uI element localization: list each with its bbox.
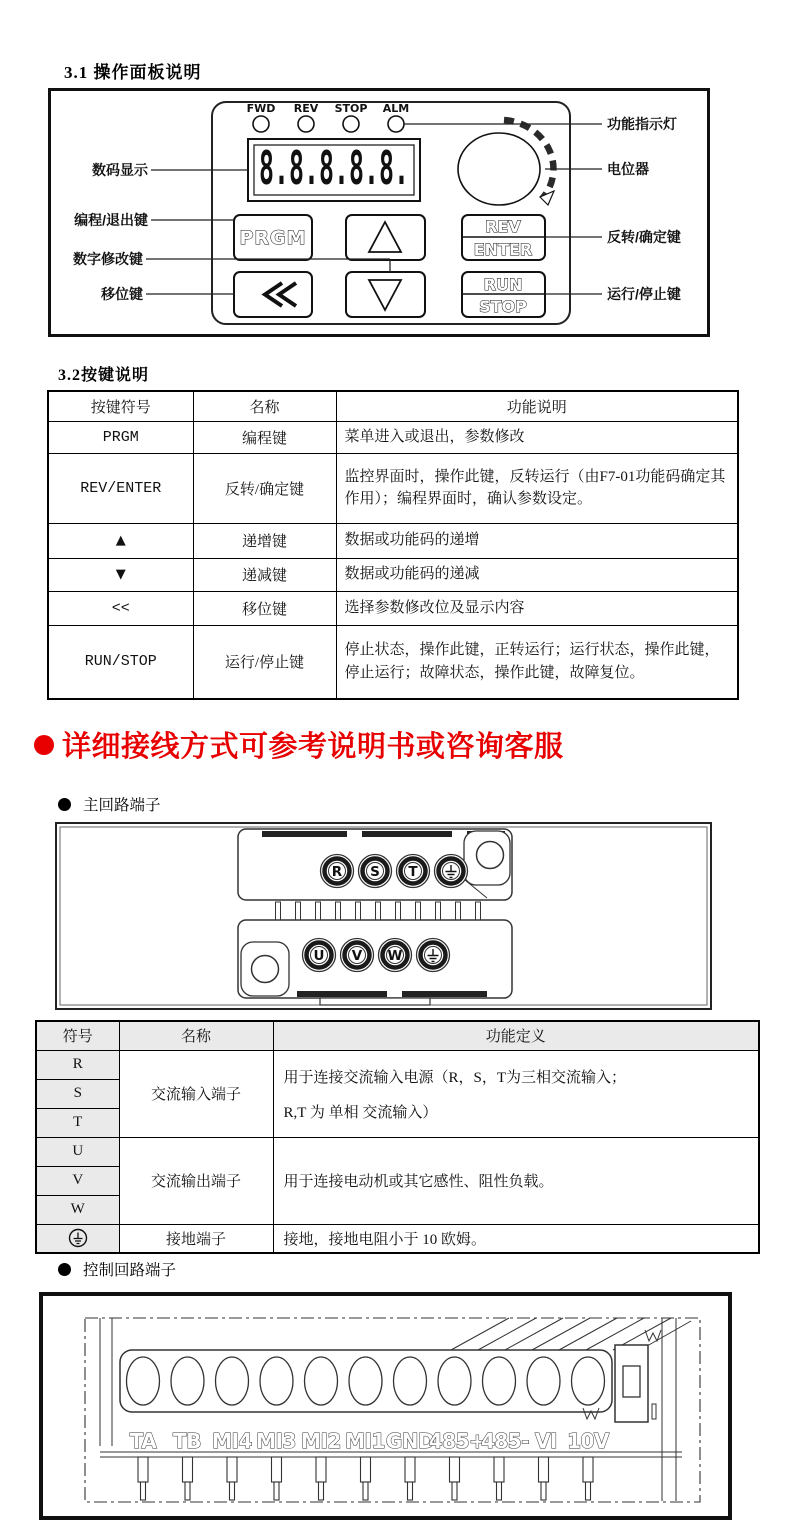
key-name: 编程键	[193, 421, 336, 453]
enter-button-label: ENTER	[473, 240, 533, 259]
key-symbol-up-icon: ▲	[48, 523, 193, 558]
table-row	[36, 1050, 759, 1079]
key-symbol: <<	[48, 591, 193, 625]
alm-led-icon	[388, 116, 404, 132]
callout-program-exit-key: 编程/退出键	[74, 212, 148, 228]
terminal-label-ta: TA	[129, 1429, 157, 1453]
led-label-rev: REV	[293, 102, 319, 115]
ground-symbol-cell	[36, 1224, 119, 1253]
terminal-label-mi4: MI4	[212, 1429, 252, 1453]
terminal-desc: 用于连接电动机或其它感性、阻性负载。	[273, 1137, 759, 1224]
terminal-v	[341, 939, 374, 972]
led-label-fwd: FWD	[246, 102, 276, 115]
terminal-letter: U	[313, 948, 325, 964]
terminal-symbol: W	[36, 1195, 119, 1224]
terminal-symbol: V	[36, 1166, 119, 1195]
fwd-led-icon	[253, 116, 269, 132]
mount-hole-icon	[252, 956, 279, 983]
bullet-icon	[58, 1263, 71, 1276]
digital-display	[248, 139, 420, 201]
mount-hole-icon	[477, 842, 504, 869]
terminal-r	[321, 855, 354, 888]
terminal-symbol: U	[36, 1137, 119, 1166]
prgm-button	[234, 215, 312, 260]
callout-run-stop-key: 运行/停止键	[607, 286, 681, 302]
col-header-function: 功能说明	[336, 391, 738, 421]
callout-potentiometer: 电位器	[607, 161, 649, 177]
callout-shift-key: 移位键	[101, 286, 143, 302]
table-header-row	[36, 1021, 759, 1050]
key-symbol: REV/ENTER	[48, 453, 193, 523]
key-name: 递减键	[193, 558, 336, 591]
table-row	[48, 421, 738, 453]
terminal-symbol: S	[36, 1079, 119, 1108]
terminal-w	[379, 939, 412, 972]
control-circuit-title: 控制回路端子	[83, 1262, 177, 1279]
table-row	[48, 591, 738, 625]
table-row	[48, 625, 738, 699]
desc-line: R,T 为 单相 交流输入）	[283, 1104, 438, 1121]
shift-button	[234, 272, 312, 317]
terminal-s	[359, 855, 392, 888]
red-bullet-icon	[34, 735, 54, 755]
terminal-letter: V	[351, 948, 363, 964]
led-label-stop: STOP	[334, 102, 368, 115]
terminal-name: 交流输入端子	[119, 1050, 273, 1137]
table-row	[48, 453, 738, 523]
ground-terminal-top-icon	[435, 855, 468, 888]
rev-led-icon	[298, 116, 314, 132]
terminal-label-mi2: MI2	[301, 1429, 341, 1453]
ground-icon	[68, 1228, 88, 1248]
col-header-name: 名称	[193, 391, 336, 421]
callout-rev-confirm-key: 反转/确定键	[607, 229, 681, 245]
terminal-desc: 接地，接地电阻小于 10 欧姆。	[273, 1224, 759, 1253]
col-header-function: 功能定义	[273, 1021, 759, 1050]
seven-segment-digits: 8.8.8.8.8.	[259, 141, 409, 195]
terminal-label-mi3: MI3	[256, 1429, 296, 1453]
prgm-button-label: PRGM	[239, 227, 307, 249]
terminal-letter: W	[387, 948, 403, 964]
table-row	[36, 1224, 759, 1253]
main-circuit-title: 主回路端子	[83, 797, 161, 814]
key-desc: 监控界面时，操作此键，反转运行（由F7-01功能码确定其作用）；编程界面时，确认参数设定。	[336, 453, 738, 523]
output-terminal-block	[238, 902, 512, 1005]
ground-terminal-bottom-icon	[417, 939, 450, 972]
control-circuit-drawing	[43, 1296, 728, 1516]
terminal-letter: T	[408, 864, 418, 880]
key-name: 运行/停止键	[193, 625, 336, 699]
desc-line: 用于连接交流输入电源（R，S，T为三相交流输入；	[283, 1069, 627, 1086]
pin-comb	[276, 902, 481, 920]
operation-panel-drawing	[51, 91, 707, 334]
input-terminal-block	[238, 829, 512, 900]
key-name: 反转/确定键	[193, 453, 336, 523]
terminal-holes	[127, 1357, 605, 1405]
led-indicators	[247, 102, 410, 132]
run-stop-button	[462, 272, 545, 317]
terminal-label-mi1: MI1	[345, 1429, 385, 1453]
key-name: 递增键	[193, 523, 336, 558]
table-row	[36, 1137, 759, 1166]
callout-function-indicator: 功能指示灯	[607, 116, 677, 132]
terminal-symbol: T	[36, 1108, 119, 1137]
key-name: 移位键	[193, 591, 336, 625]
main-circuit-drawing	[57, 824, 710, 1008]
section-3-2-title: 3.2按键说明	[58, 367, 150, 384]
terminal-letter: R	[331, 864, 343, 880]
left-frame-lines	[100, 1318, 112, 1446]
run-button-label: RUN	[483, 275, 523, 294]
terminal-name: 接地端子	[119, 1224, 273, 1253]
bullet-icon	[58, 798, 71, 811]
terminal-label-485p: 485+	[428, 1429, 486, 1453]
terminal-symbol: R	[36, 1050, 119, 1079]
callout-digital-display: 数码显示	[92, 162, 148, 178]
terminal-label-10v: 10V	[567, 1429, 609, 1453]
down-arrow-button	[346, 272, 425, 317]
stop-button-label: STOP	[479, 297, 527, 316]
key-desc: 选择参数修改位及显示内容	[336, 591, 738, 625]
key-symbol-down-icon: ▼	[48, 558, 193, 591]
solder-pins	[138, 1457, 593, 1500]
hatch-lines	[451, 1318, 691, 1350]
terminal-label-tb: TB	[173, 1429, 201, 1453]
terminal-labels	[130, 1429, 610, 1453]
key-symbol: RUN/STOP	[48, 625, 193, 699]
rev-button-label: REV	[485, 217, 521, 236]
led-label-alm: ALM	[382, 102, 410, 115]
potentiometer-knob-icon	[458, 120, 554, 205]
table-row	[48, 523, 738, 558]
key-symbol: PRGM	[48, 421, 193, 453]
control-circuit-figure	[39, 1292, 732, 1520]
terminal-label-485n: 485-	[480, 1429, 530, 1453]
rev-enter-button	[462, 215, 545, 260]
terminal-desc	[273, 1050, 759, 1137]
terminal-t	[397, 855, 430, 888]
terminal-label-gnd: GND	[385, 1429, 435, 1453]
key-desc: 数据或功能码的递增	[336, 523, 738, 558]
key-description-table	[47, 390, 739, 700]
main-circuit-heading	[58, 793, 161, 815]
col-header-symbol: 按键符号	[48, 391, 193, 421]
key-desc: 菜单进入或退出，参数修改	[336, 421, 738, 453]
table-row	[48, 558, 738, 591]
stop-led-icon	[343, 116, 359, 132]
terminal-letter: S	[370, 864, 380, 880]
callout-digit-modify-key: 数字修改键	[73, 251, 143, 267]
terminal-definition-table	[35, 1020, 760, 1254]
terminal-u	[303, 939, 336, 972]
up-arrow-button	[346, 215, 425, 260]
wiring-notice-text: 详细接线方式可参考说明书或咨询客服	[62, 731, 564, 763]
main-circuit-figure	[55, 822, 712, 1010]
wiring-notice	[34, 724, 564, 765]
section-3-1-title: 3.1 操作面板说明	[64, 63, 202, 82]
key-desc: 数据或功能码的递减	[336, 558, 738, 591]
key-desc: 停止状态，操作此键，正转运行；运行状态，操作此键，停止运行；故障状态，操作此键，故障复位。	[336, 625, 738, 699]
terminal-name: 交流输出端子	[119, 1137, 273, 1224]
table-header-row	[48, 391, 738, 421]
right-frame-lines	[662, 1318, 676, 1501]
col-header-name: 名称	[119, 1021, 273, 1050]
col-header-symbol: 符号	[36, 1021, 119, 1050]
terminal-label-vi: VI	[535, 1429, 557, 1453]
control-circuit-heading	[58, 1258, 176, 1280]
operation-panel-figure	[48, 88, 710, 337]
